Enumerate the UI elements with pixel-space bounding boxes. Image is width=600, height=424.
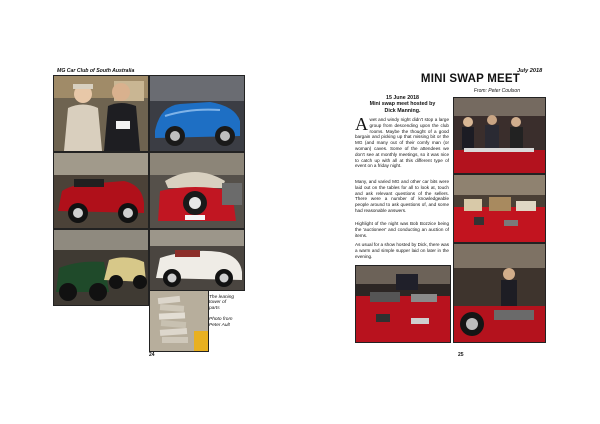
left-page-header: MG Car Club of South Australia [57,68,135,74]
article-title: MINI SWAP MEET [420,73,520,85]
photo-caption [209,295,249,328]
photo-red-tablecloth-display [355,265,451,343]
left-page-number: 24 [149,352,155,358]
caption-line: parts [209,305,220,311]
dropcap: A [355,114,368,134]
article-intro [355,95,450,114]
intro-line: Mini swap meet hosted by [369,101,436,108]
photo-white-car [149,229,245,291]
photo-green-cars [53,229,149,306]
right-page-number: 25 [458,352,464,358]
article-paragraph-1 [355,114,449,169]
photo-blue-car [149,75,245,152]
caption-line: The leaning [209,295,235,300]
photo-parts-on-tables [453,174,546,243]
article-paragraph-3: Highlight of the night was Bob Bozzice being the 'auctioneer' and conducting an auction of items. [355,221,449,238]
article-paragraph-2: Many, and varied MG and other car bits were laid out on the tables for all to look at, touch and ask relevant questions of the sellers. There were a number of knowledgeable people around to ask questions of, and some had reasonable answers. [355,179,449,213]
caption-line: Photo from [209,317,233,323]
caption-line: Peter Ault [209,322,230,328]
photo-leaning-tower-of-parts [149,290,209,352]
article-byline: From: Peter Coulson [473,88,520,94]
intro-line: Dick Manning. [384,107,421,114]
photo-crowd-tables [453,97,546,174]
photo-two-members [53,75,149,152]
article-paragraph-4: As usual for a show hosted by Dick, there was a warm and simple supper laid on later in the evening. [355,242,449,259]
paragraph-text: wet and windy night didn't stop a large group from descending upon the club rooms. Maybe the thought of a good bargain and picking up that missing bit or the MG (and many out of their comfy man (or woman) caves. Some of the attendees we don't see at monthly meetings, so it was nice to catch up with all at this different type of event on a friday night. [355,117,449,169]
intro-date: 15 June 2018 [386,95,419,101]
photo-red-car-side [53,152,149,229]
right-page-header: July 2018 [517,68,543,74]
photo-stacked-boxes [453,243,546,343]
caption-line: tower of [209,300,227,306]
photo-red-car-rear [149,152,245,229]
